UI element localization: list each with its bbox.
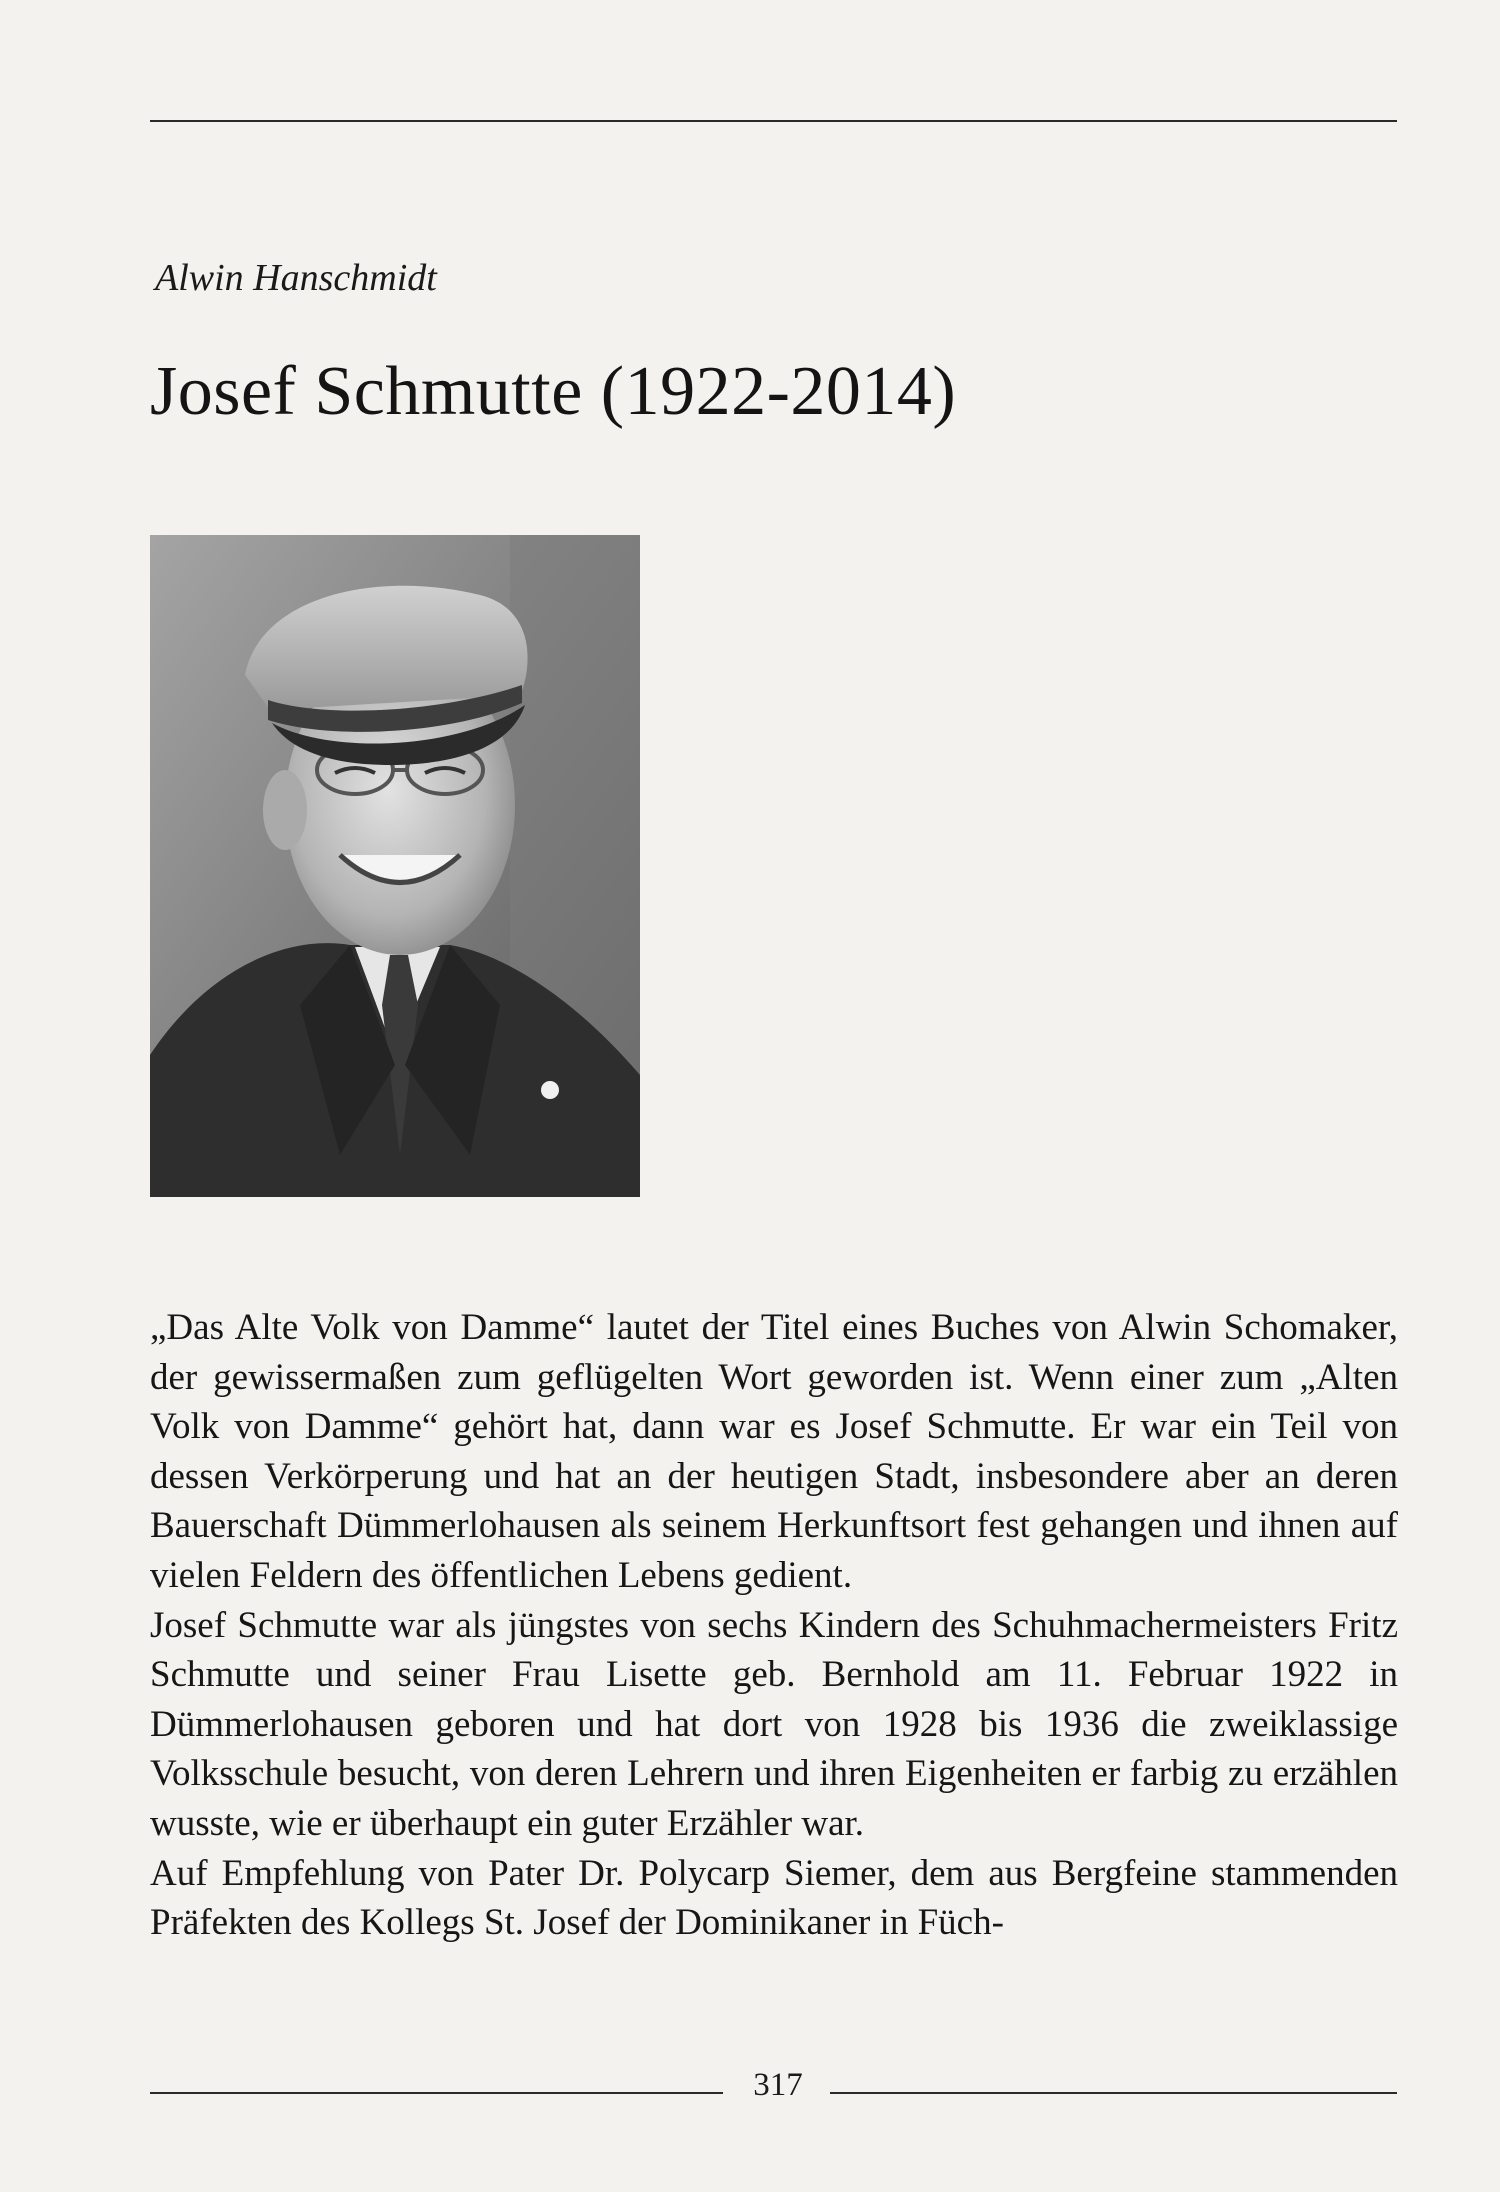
- article-body: [150, 1303, 1398, 1948]
- header-rule: [150, 120, 1397, 122]
- footer-rule-left: [150, 2092, 723, 2094]
- portrait-illustration: [150, 535, 640, 1197]
- paragraph-3: Auf Empfehlung von Pater Dr. Polycarp Siemer, dem aus Bergfeine stammenden Präfekten des Kollegs St. Josef der Dominikaner in Füch-: [150, 1852, 1398, 1944]
- paragraph-2: Josef Schmutte war als jüngstes von sechs Kindern des Schuhmachermeisters Fritz Schmutte und seiner Frau Lisette geb. Bernhold am 11. Februar 1922 in Dümmerlohausen geboren und hat dort von 1928 bis 1936 die zweiklassige Volksschule besucht, von deren Lehrern und ihren Eigenheiten er farbig zu erzählen wusste, wie er überhaupt ein guter Erzähler war.: [150, 1604, 1398, 1844]
- page-title: Josef Schmutte (1922-2014): [150, 353, 957, 430]
- paragraph-1: „Das Alte Volk von Damme“ lautet der Titel eines Buches von Alwin Schomaker, der gewissermaßen zum geflügelten Wort geworden ist. Wenn einer zum „Alten Volk von Damme“ gehört hat, dann war es Josef Schmutte. Er war ein Teil von dessen Verkörperung und hat an der heutigen Stadt, insbesondere aber an deren Bauerschaft Dümmerlohausen als seinem Herkunftsort fest gehangen und ihnen auf vielen Feldern des öffentlichen Lebens gedient.: [150, 1307, 1398, 1596]
- author-name: Alwin Hanschmidt: [155, 257, 437, 299]
- portrait-photo: [150, 535, 640, 1197]
- page-number: 317: [753, 2067, 803, 2103]
- footer-rule-right: [830, 2092, 1397, 2094]
